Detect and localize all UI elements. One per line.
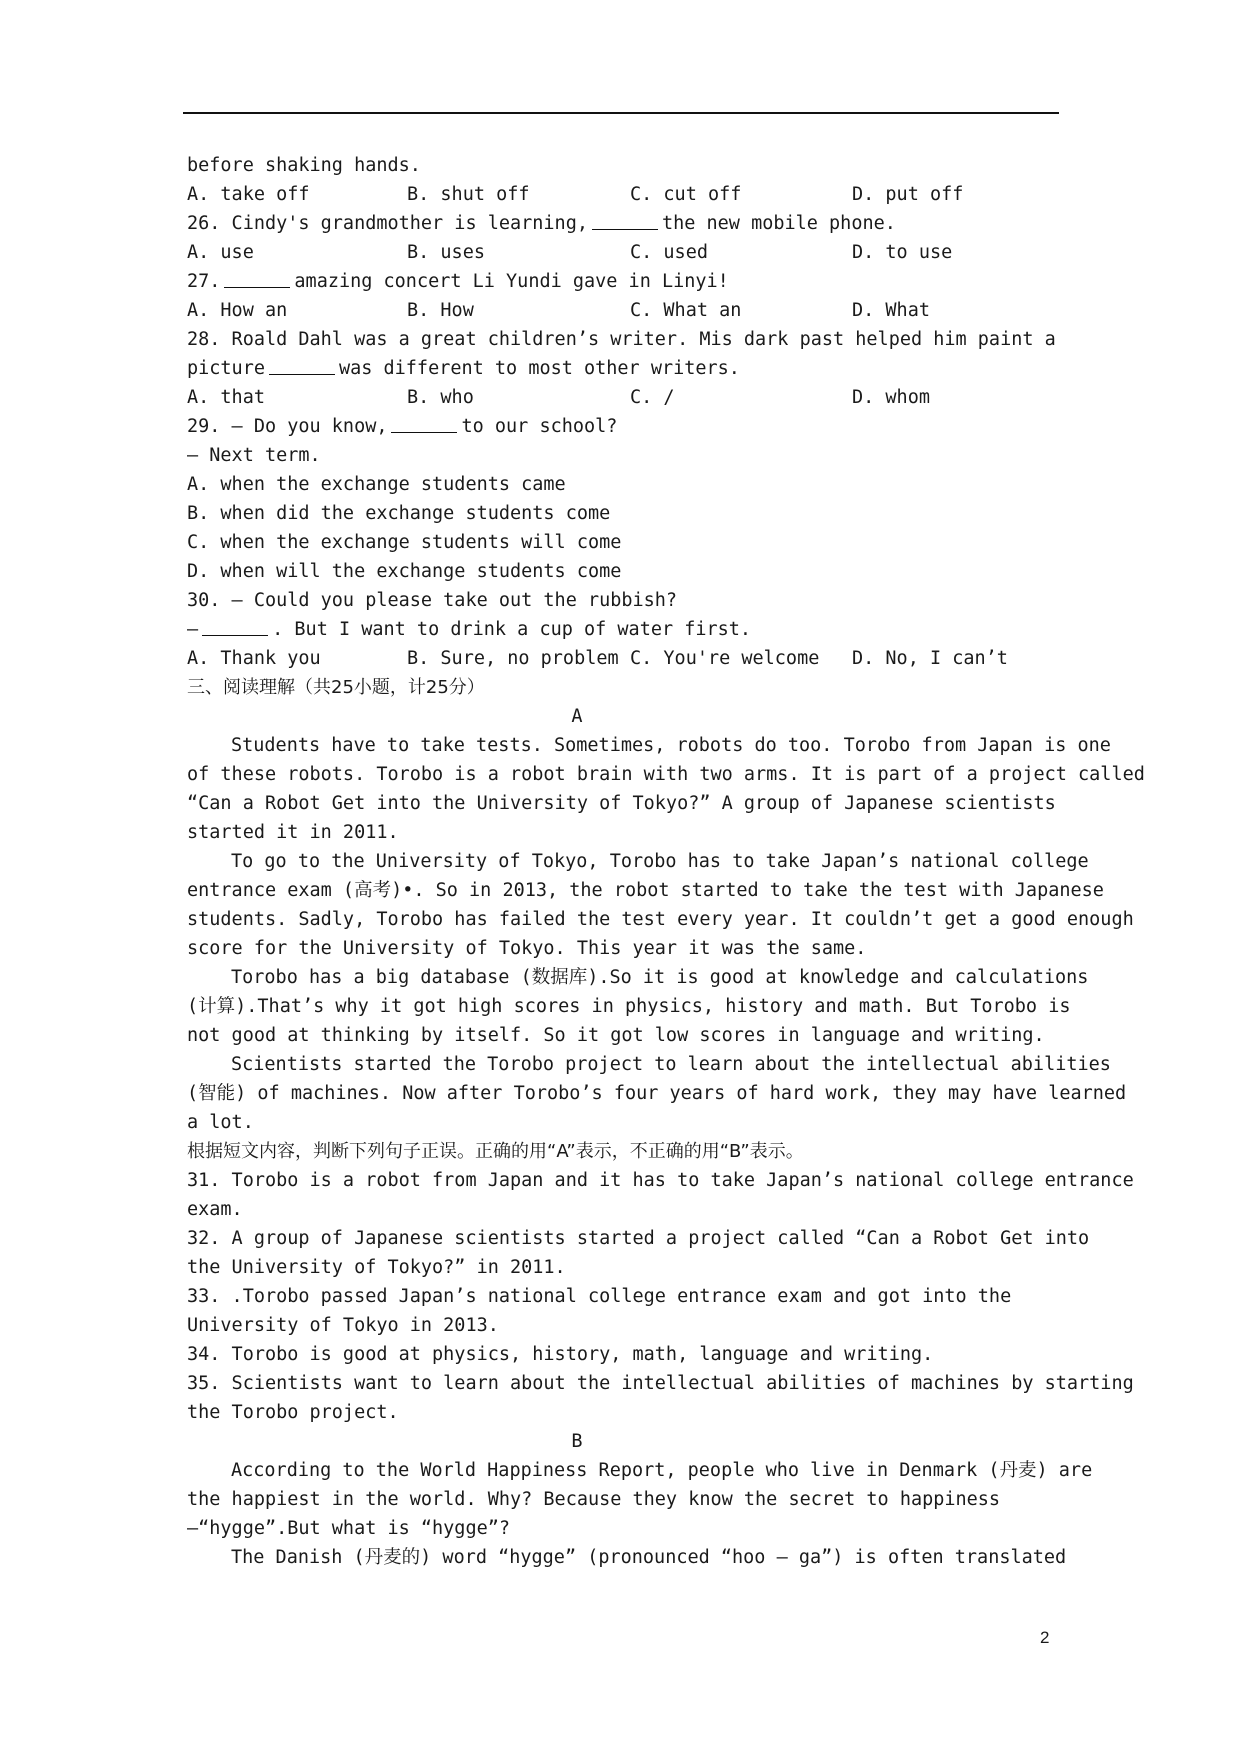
text-line: 30. — Could you please take out the rubbish? [187,590,678,611]
text-before-blank: 29. — Do you know, [187,416,388,437]
option-c: C. What an [630,300,742,321]
option-c: C. cut off [630,184,742,205]
text-line: students. Sadly, Torobo has failed the test every year. It couldn’t get a good enough [187,909,1134,930]
option-a: A. use [187,242,254,263]
paragraph-start: To go to the University of Tokyo, Torobo has to take Japan’s national college [231,851,1089,872]
text-after-blank: the new mobile phone. [661,213,896,234]
options-row [187,296,1127,325]
option-b: B. uses [407,242,485,263]
section-heading: 三、阅读理解（共25小题，计25分） [187,677,485,698]
text-line: 28. Roald Dahl was a great children’s writer. Mis dark past helped him paint a [187,329,1056,350]
text-line: University of Tokyo in 2013. [187,1315,499,1336]
text-line: exam. [187,1199,243,1220]
passage-heading: B [571,1431,583,1452]
page-number: 2 [1040,1628,1050,1647]
paragraph-start: Students have to take tests. Sometimes, robots do too. Torobo from Japan is one [231,735,1111,756]
option-d: D. No, I can’t [852,648,1008,669]
option-b: B. who [407,387,474,408]
text-line: (计算).That’s why it got high scores in physics, history and math. But Torobo is [187,996,1071,1017]
text-line: “Can a Robot Get into the University of Tokyo?” A group of Japanese scientists [187,793,1056,814]
text-after-blank: to our school? [461,416,618,437]
options-row [187,180,1127,209]
text-line: C. when the exchange students will come [187,532,622,553]
text-line: 31. Torobo is a robot from Japan and it has to take Japan’s national college entrance [187,1170,1134,1191]
text-before-blank: — [187,619,199,640]
option-c: C. used [630,242,708,263]
answer-blank [269,356,335,375]
text-line: D. when will the exchange students come [187,561,622,582]
paragraph-start: Torobo has a big database (数据库).So it is good at knowledge and calculations [231,967,1089,988]
option-c: C. / [630,387,675,408]
text-line: started it in 2011. [187,822,399,843]
paragraph-start: Scientists started the Torobo project to learn about the intellectual abilities [231,1054,1111,1075]
text-before-blank: picture [187,358,265,379]
text-line: 33. .Torobo passed Japan’s national college entrance exam and got into the [187,1286,1012,1307]
text-line: 35. Scientists want to learn about the intellectual abilities of machines by starting [187,1373,1134,1394]
option-d: D. What [852,300,930,321]
question-line [187,412,1127,441]
paragraph-start: The Danish (丹麦的) word “hygge” (pronounced “hoo — ga”) is often translated [231,1547,1067,1568]
text-line: of these robots. Torobo is a robot brain with two arms. It is part of a project called [187,764,1145,785]
option-c: C. You're welcome [630,648,820,669]
text-before-blank: 27. [187,271,221,292]
option-b: B. How [407,300,474,321]
question-line [187,267,1127,296]
section-heading: 根据短文内容，判断下列句子正误。正确的用“A”表示，不正确的用“B”表示。 [187,1141,804,1162]
text-line: B. when did the exchange students come [187,503,611,524]
text-after-blank: amazing concert Li Yundi gave in Linyi! [294,271,729,292]
text-line: the University of Tokyo?” in 2011. [187,1257,566,1278]
question-line [187,354,1127,383]
text-line: before shaking hands. [187,155,421,176]
text-line: entrance exam (高考)•. So in 2013, the robot started to take the test with Japanese [187,880,1104,901]
text-line: not good at thinking by itself. So it got low scores in language and writing. [187,1025,1045,1046]
answer-blank [202,617,268,636]
answer-blank [592,211,658,230]
option-b: B. shut off [407,184,530,205]
page-content [187,151,1145,1572]
text-line: (智能) of machines. Now after Torobo’s four years of hard work, they may have learned [187,1083,1127,1104]
text-line: a lot. [187,1112,254,1133]
option-d: D. to use [852,242,953,263]
text-line: 32. A group of Japanese scientists started a project called “Can a Robot Get into [187,1228,1090,1249]
option-a: A. Thank you [187,648,321,669]
header-rule [183,112,1059,114]
text-line: A. when the exchange students came [187,474,566,495]
text-line: — Next term. [187,445,321,466]
question-line [187,615,1127,644]
option-d: D. whom [852,387,930,408]
options-row [187,238,1127,267]
text-line: score for the University of Tokyo. This year it was the same. [187,938,867,959]
text-line: —“hygge”.But what is “hygge”? [187,1518,511,1539]
question-line [187,209,1127,238]
option-b: B. Sure, no problem [407,648,619,669]
text-after-blank: was different to most other writers. [338,358,740,379]
options-row [187,644,1127,673]
option-d: D. put off [852,184,964,205]
text-before-blank: 26. Cindy's grandmother is learning, [187,213,588,234]
text-line: the Torobo project. [187,1402,399,1423]
options-row [187,383,1127,412]
text-line: 34. Torobo is good at physics, history, math, language and writing. [187,1344,934,1365]
option-a: A. How an [187,300,288,321]
text-after-blank: . But I want to drink a cup of water first. [272,619,752,640]
text-line: the happiest in the world. Why? Because they know the secret to happiness [187,1489,1001,1510]
option-a: A. that [187,387,265,408]
option-a: A. take off [187,184,310,205]
paragraph-start: According to the World Happiness Report, people who live in Denmark (丹麦) are [231,1460,1093,1481]
passage-heading: A [571,706,583,727]
answer-blank [224,269,290,288]
answer-blank [391,414,457,433]
